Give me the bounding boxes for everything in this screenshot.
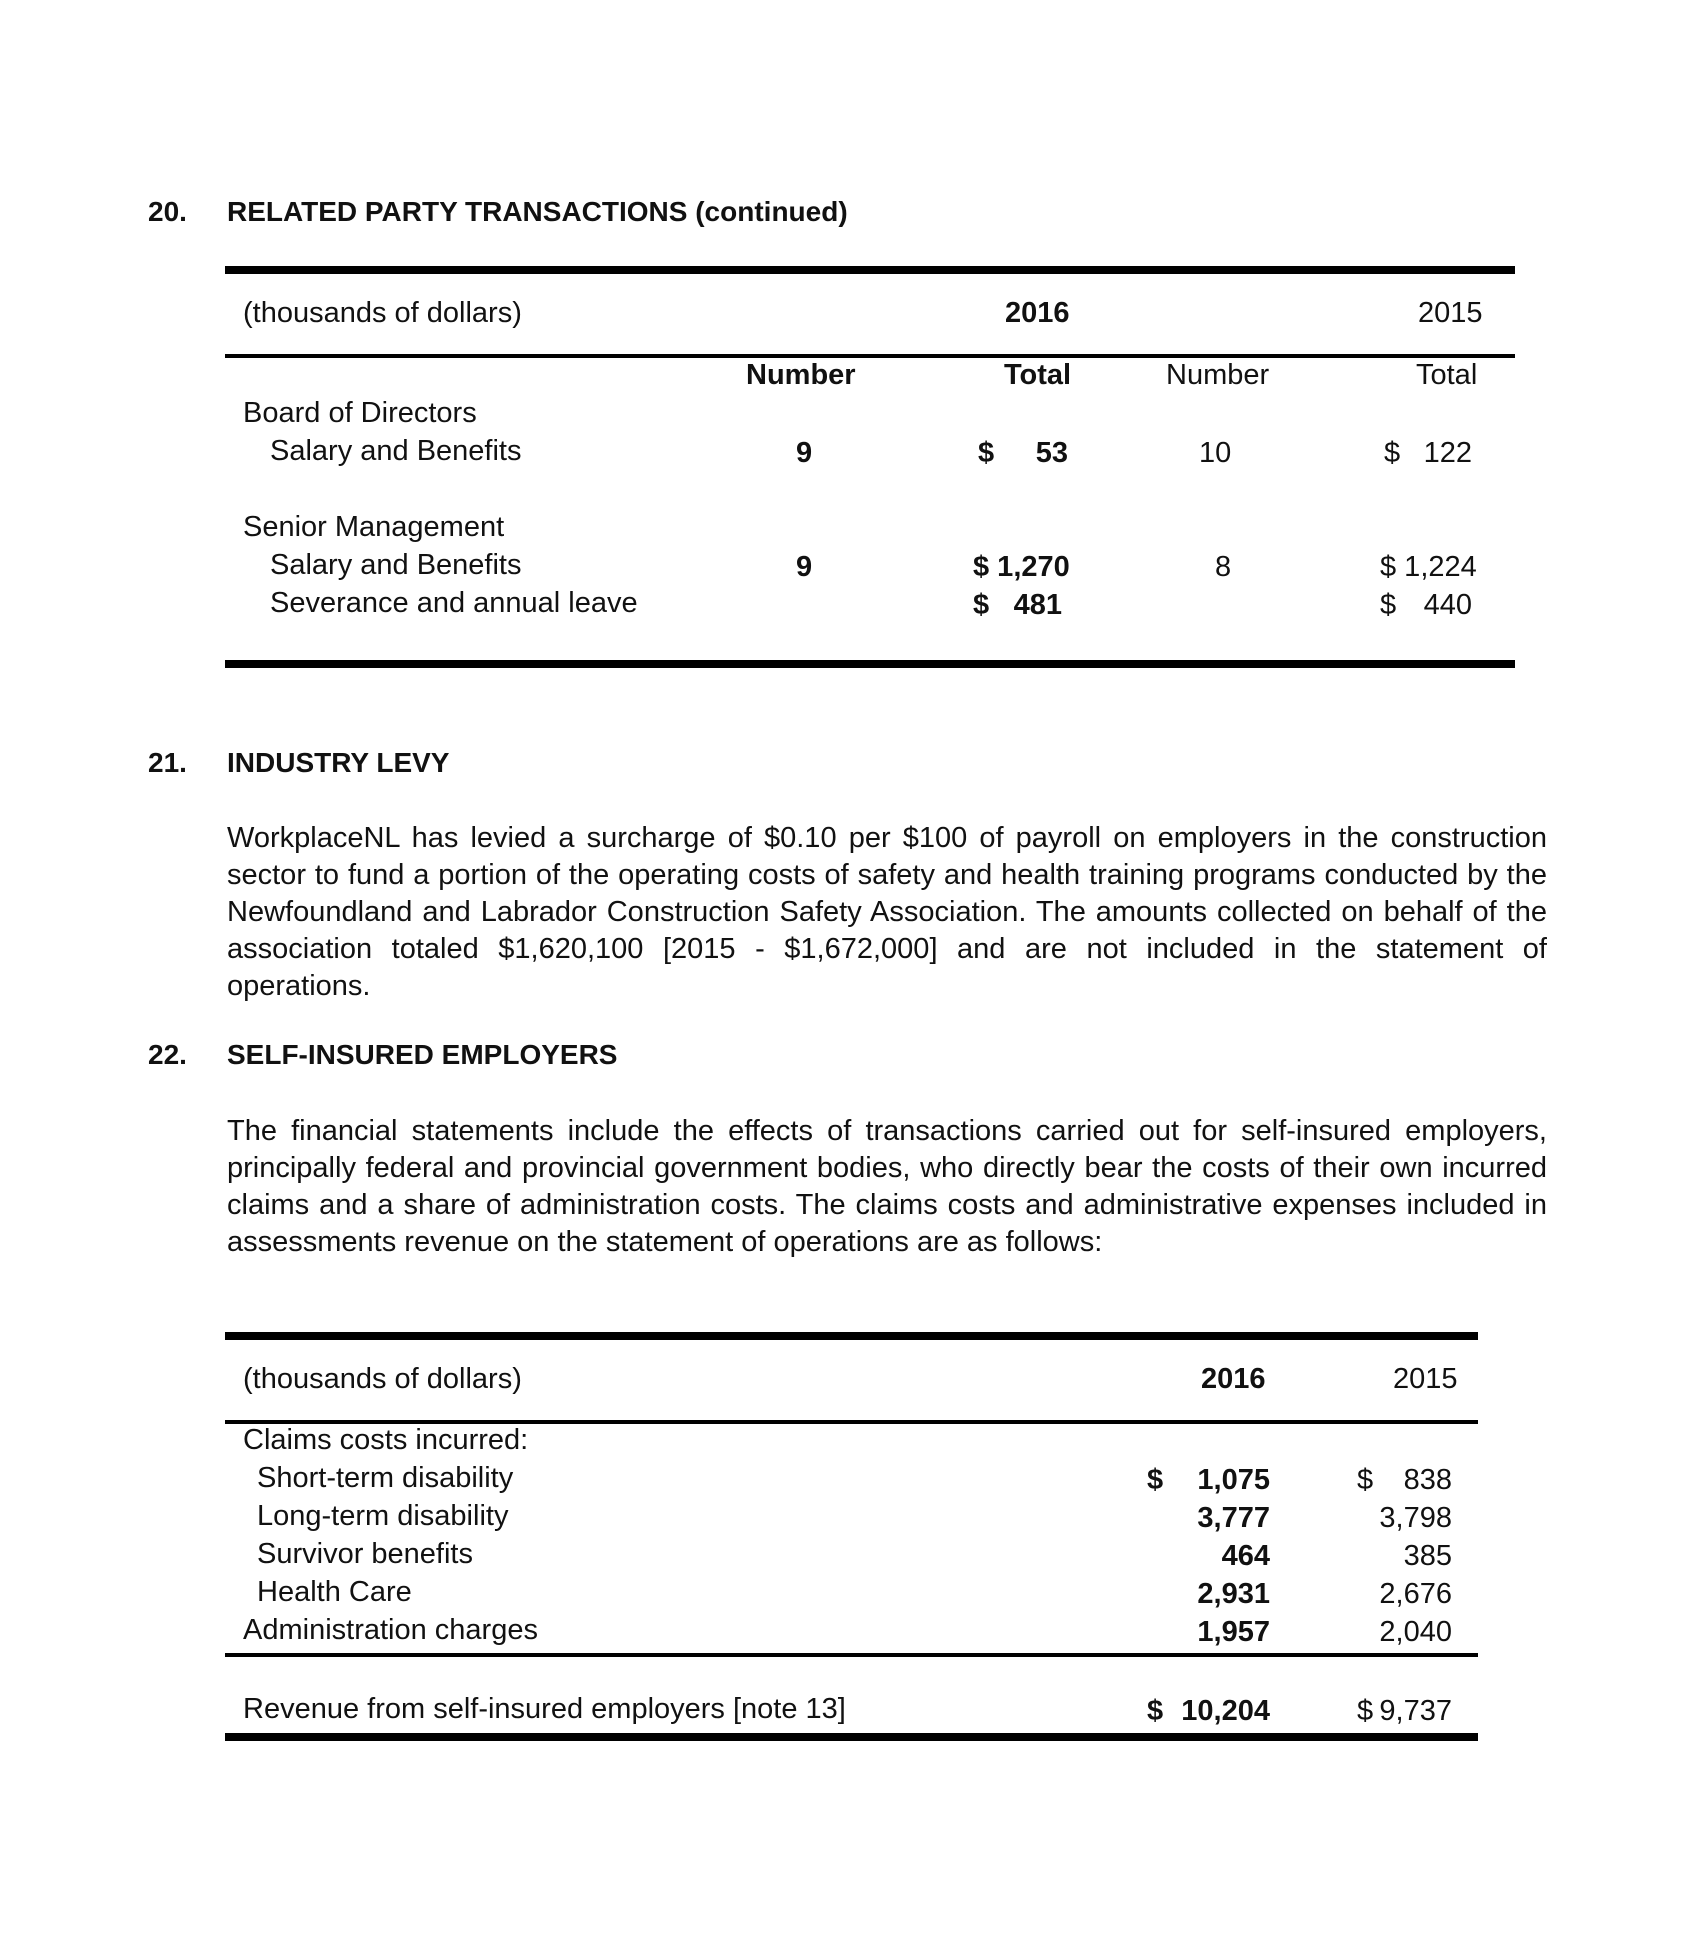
claims-row-value-2016: 1,075	[1197, 1464, 1270, 1496]
claims-row-label: Long-term disability	[257, 1500, 509, 1532]
year-2016-header: 2016	[1005, 297, 1070, 329]
board-total-2016: 53	[1035, 437, 1068, 469]
table-top-rule	[225, 266, 1515, 274]
section-22-title: SELF-INSURED EMPLOYERS	[227, 1039, 618, 1070]
board-num-2015: 10	[1199, 437, 1232, 469]
unit-label: (thousands of dollars)	[243, 297, 522, 329]
claims-row-currency-2016: $	[1147, 1464, 1164, 1496]
claims-row-label: Survivor benefits	[257, 1538, 473, 1570]
total-value-2015: 9,737	[1379, 1695, 1452, 1727]
senior-salary-total-2015: $ 1,224	[1380, 551, 1477, 583]
severance-currency-2015: $	[1380, 589, 1397, 621]
header-rule	[225, 354, 1515, 358]
claims-row-value-2016: 3,777	[1197, 1502, 1270, 1534]
senior-salary-num-2016: 9	[796, 551, 813, 583]
claims-row-value-2015: 838	[1403, 1464, 1452, 1496]
col-total-2015: Total	[1416, 359, 1478, 391]
section-22-paragraph: The financial statements include the effects of transactions carried out for self-insured employers, principally federal and provincial government bodies, who directly bear the costs of their own incurred claims and a share of administration costs. The claims costs and administrative expenses included in assessments revenue on the statement of operations are as follows:	[227, 1115, 1547, 1258]
board-total-2015: 122	[1423, 437, 1472, 469]
severance-label: Severance and annual leave	[270, 587, 638, 619]
claims-row-value-2016: 1,957	[1197, 1616, 1270, 1648]
section-20-title: RELATED PARTY TRANSACTIONS (continued)	[227, 196, 848, 227]
section-21-paragraph: WorkplaceNL has levied a surcharge of $0.10 per $100 of payroll on employers in the construction sector to fund a portion of the operating costs of safety and health training programs conducted by the Newfoundland and Labrador Construction Safety Association. The amounts collected on behalf of the association totaled $1,620,100 [2015 - $1,672,000] and are not included in the statement of operations.	[227, 822, 1547, 1002]
severance-currency-2016: $	[973, 589, 990, 621]
section-22-number: 22.	[148, 1039, 187, 1070]
claims-row-value-2015: 3,798	[1379, 1502, 1452, 1534]
severance-total-2016: 481	[1013, 589, 1062, 621]
claims-header: Claims costs incurred:	[243, 1424, 529, 1456]
table-bottom-rule	[225, 660, 1515, 668]
section-21-number: 21.	[148, 747, 187, 778]
total-value-2016: 10,204	[1181, 1695, 1270, 1727]
claims-row-label: Short-term disability	[257, 1462, 514, 1494]
col-number-2015: Number	[1166, 359, 1270, 391]
group-board: Board of Directors	[243, 397, 477, 429]
col-total-2016: Total	[1004, 359, 1072, 391]
total-row-label: Revenue from self-insured employers [note 13]	[243, 1693, 846, 1725]
table2-bottom-rule	[225, 1733, 1478, 1741]
board-row-label: Salary and Benefits	[270, 435, 522, 467]
section-21-title: INDUSTRY LEVY	[227, 747, 450, 778]
total-currency-2016: $	[1147, 1695, 1164, 1727]
senior-salary-total-2016: $ 1,270	[973, 551, 1070, 583]
claims-row-value-2015: 2,040	[1379, 1616, 1452, 1648]
senior-salary-label: Salary and Benefits	[270, 549, 522, 581]
claims-row-value-2015: 2,676	[1379, 1578, 1452, 1610]
claims-row-label: Health Care	[257, 1576, 412, 1608]
board-currency-2015: $	[1384, 437, 1401, 469]
group-senior: Senior Management	[243, 511, 505, 543]
claims-row-value-2016: 464	[1221, 1540, 1270, 1572]
section-20-number: 20.	[148, 196, 187, 227]
severance-total-2015: 440	[1423, 589, 1472, 621]
table2-top-rule	[225, 1332, 1478, 1340]
year-2016-header: 2016	[1201, 1363, 1266, 1395]
claims-row-value-2015: 385	[1403, 1540, 1452, 1572]
unit-label: (thousands of dollars)	[243, 1363, 522, 1395]
year-2015-header: 2015	[1418, 297, 1483, 329]
claims-row-label: Administration charges	[243, 1614, 538, 1646]
board-num-2016: 9	[796, 437, 813, 469]
col-number-2016: Number	[746, 359, 856, 391]
year-2015-header: 2015	[1393, 1363, 1458, 1395]
total-currency-2015: $	[1357, 1695, 1374, 1727]
claims-row-currency-2015: $	[1357, 1464, 1374, 1496]
senior-salary-num-2015: 8	[1215, 551, 1232, 583]
board-currency-2016: $	[978, 437, 995, 469]
claims-row-value-2016: 2,931	[1197, 1578, 1270, 1610]
subtotal-rule	[225, 1653, 1478, 1657]
